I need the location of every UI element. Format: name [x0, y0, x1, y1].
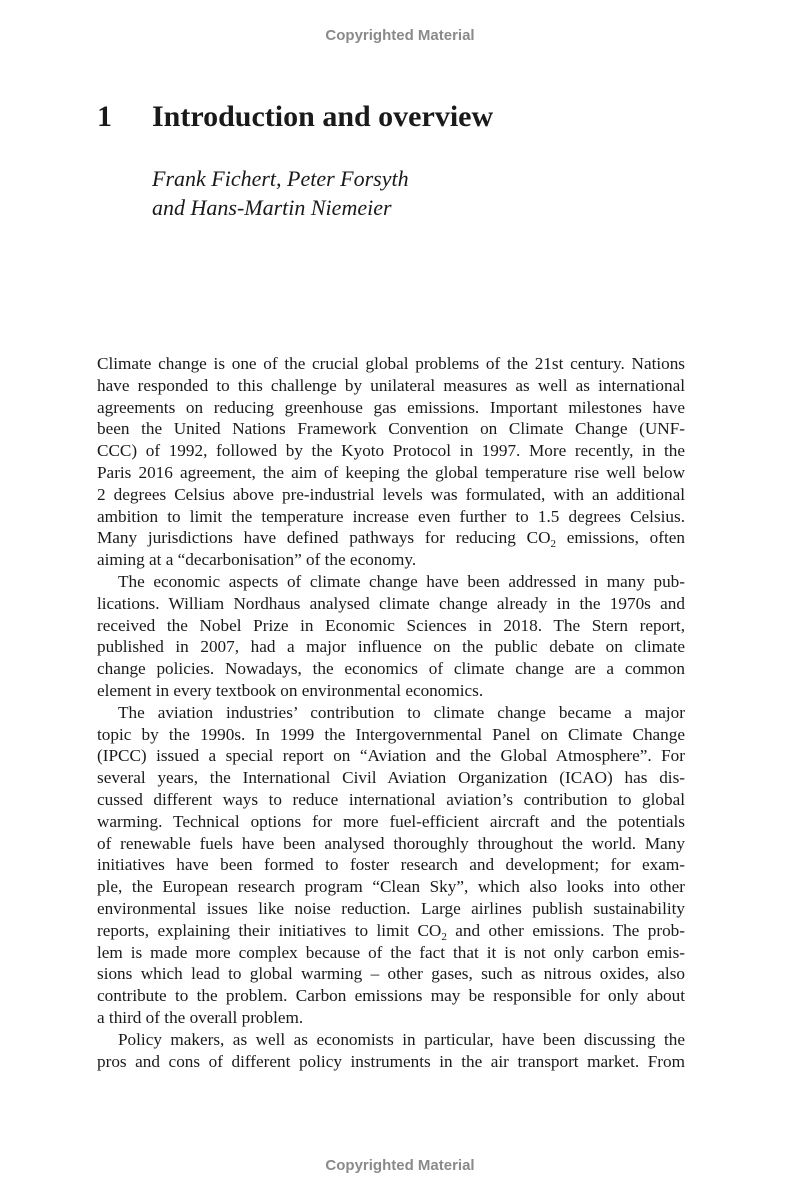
body-line: initiatives have been formed to foster research and development; for exam-: [97, 855, 685, 875]
body-line: CCC) of 1992, followed by the Kyoto Protocol in 1997. More recently, in the: [97, 441, 685, 461]
body-text: [97, 353, 685, 1072]
body-line: agreements on reducing greenhouse gas emissions. Important milestones have: [97, 397, 685, 417]
subscript: 2: [550, 538, 557, 551]
body-line: ple, the European research program “Clean Sky”, which also looks into other: [97, 877, 685, 897]
body-line: pros and cons of different policy instruments in the air transport market. From: [97, 1051, 685, 1071]
body-line: several years, the International Civil Aviation Organization (ICAO) has dis-: [97, 768, 685, 788]
body-line: environmental issues like noise reduction. Large airlines publish sustainability: [97, 898, 685, 918]
body-line: warming. Technical options for more fuel-efficient aircraft and the potentials: [97, 811, 685, 831]
copyright-watermark-bottom: Copyrighted Material: [325, 1157, 475, 1174]
body-line: [97, 920, 685, 942]
body-line: published in 2007, had a major influence on the public debate on climate: [97, 637, 685, 657]
body-line: a third of the overall problem.: [97, 1007, 304, 1027]
body-line: cussed different ways to reduce international aviation’s contribution to global: [97, 789, 685, 809]
body-line: change policies. Nowadays, the economics of climate change are a common: [97, 659, 685, 679]
body-line: Climate change is one of the crucial global problems of the 21st century. Nations: [97, 354, 685, 373]
body-line: topic by the 1990s. In 1999 the Intergovernmental Panel on Climate Change: [97, 724, 685, 744]
chapter-title: Introduction and overview: [152, 100, 494, 133]
body-line: aiming at a “decarbonisation” of the economy.: [97, 550, 417, 570]
chapter-authors: [152, 164, 409, 222]
body-line: The economic aspects of climate change have been addressed in many pub-: [118, 571, 685, 591]
authors-line-1: Frank Fichert, Peter Forsyth: [152, 166, 409, 191]
text-segment: Many jurisdictions have defined pathways for reducing CO: [97, 528, 551, 548]
copyright-watermark-top: Copyrighted Material: [325, 27, 475, 44]
text-segment: and other emissions. The prob-: [446, 920, 685, 940]
body-line: The aviation industries’ contribution to climate change became a major: [118, 702, 685, 722]
body-line: Policy makers, as well as economists in particular, have been discussing the: [118, 1029, 685, 1049]
body-line: 2 degrees Celsius above pre-industrial levels was formulated, with an additional: [97, 484, 685, 504]
body-line: been the United Nations Framework Convention on Climate Change (UNF-: [97, 419, 685, 439]
subscript: 2: [441, 930, 447, 943]
body-line: [97, 527, 685, 549]
text-segment: reports, explaining their initiatives to limit CO: [97, 920, 442, 940]
body-line: of renewable fuels have been analysed thoroughly throughout the world. Many: [97, 833, 685, 853]
chapter-number: 1: [97, 100, 112, 133]
chapter-heading: [97, 100, 493, 134]
body-line: contribute to the problem. Carbon emissions may be responsible for only about: [97, 986, 685, 1006]
text-segment: emissions, often: [556, 528, 685, 548]
body-line: sions which lead to global warming – other gases, such as nitrous oxides, also: [97, 964, 685, 984]
body-line: received the Nobel Prize in Economic Sciences in 2018. The Stern report,: [97, 615, 685, 635]
body-line: lications. William Nordhaus analysed climate change already in the 1970s and: [97, 593, 685, 613]
body-line: Paris 2016 agreement, the aim of keeping the global temperature rise well below: [97, 462, 685, 482]
authors-line-2: and Hans-Martin Niemeier: [152, 195, 392, 220]
body-line: lem is made more complex because of the fact that it is not only carbon emis-: [97, 942, 685, 962]
body-line: (IPCC) issued a special report on “Aviation and the Global Atmosphere”. For: [97, 746, 685, 766]
body-line: ambition to limit the temperature increase even further to 1.5 degrees Celsius.: [97, 506, 685, 526]
body-line: element in every textbook on environmental economics.: [97, 680, 484, 700]
body-line: have responded to this challenge by unilateral measures as well as international: [97, 375, 685, 395]
